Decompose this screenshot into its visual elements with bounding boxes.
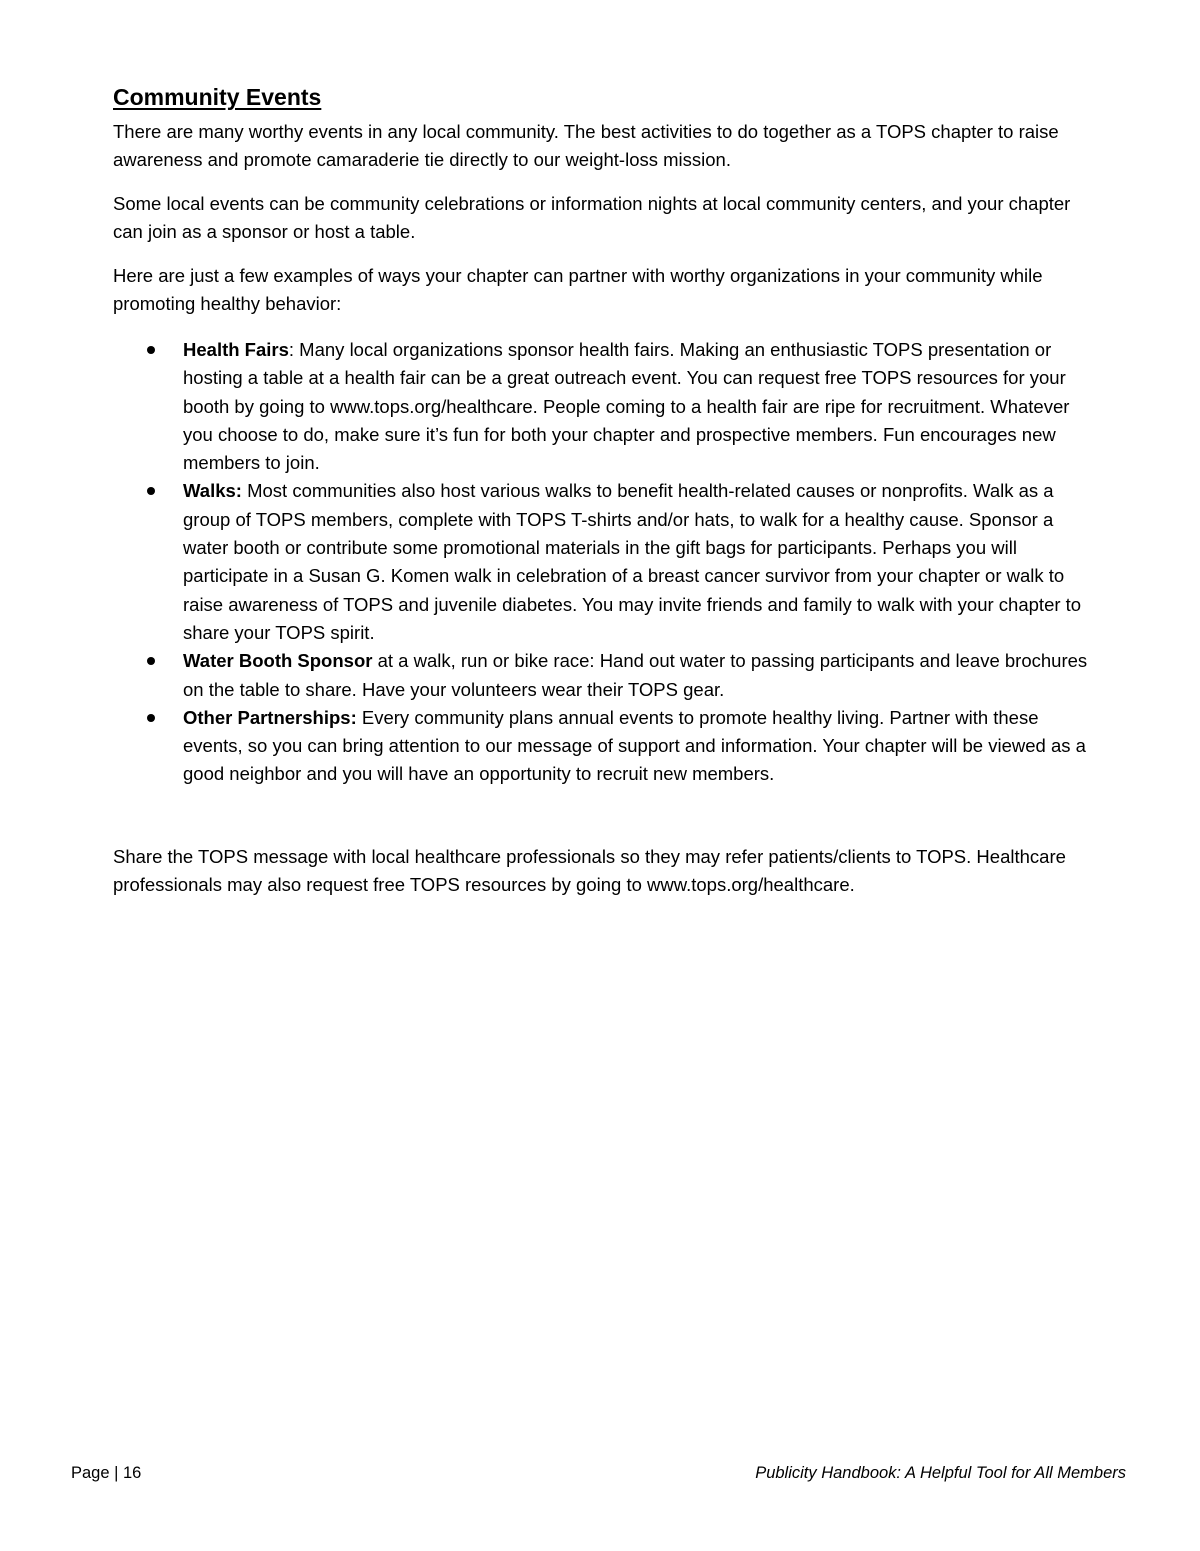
list-item-text: Most communities also host various walks to benefit health-related causes or nonprofits. Walk as a group of TOPS members, complete with TOPS T-shirts and/or hats, to walk for a healthy cause. Sponsor a water booth or contribute some promotional materials in the gift bags for participants. Perhaps you will participate in a Susan G. Komen walk in celebration of a breast cancer survivor from your chapter or walk to raise awareness of TOPS and juvenile diabetes. You may invite friends and family to walk with your chapter to share your TOPS spirit. xyxy=(183,480,1082,643)
document-title-footer: Publicity Handbook: A Helpful Tool for All Members xyxy=(755,1464,1126,1482)
list-item-text: : Many local organizations sponsor health fairs. Making an enthusiastic TOPS presentation or hosting a table at a health fair can be a great outreach event. You can request free TOPS resources for your booth by going to www.tops.org/healthcare. People coming to a health fair are ripe for recruitment. Whatever you choose to do, make sure it’s fun for both your chapter and prospective members. Fun encourages new members to join. xyxy=(183,339,1070,474)
list-item-text: at a walk, run or bike race: Hand out water to passing participants and leave brochures on the table to share. Have your volunteers wear their TOPS gear. xyxy=(183,650,1088,700)
closing-paragraph: Share the TOPS message with local healthcare professionals so they may refer patients/clients to TOPS. Healthcare professionals may also request free TOPS resources by going to www.tops.org/healthcare. xyxy=(113,846,1066,895)
list-item-water-booth-sponsor xyxy=(113,647,1103,704)
bullet-icon xyxy=(147,714,155,722)
list-item-walks xyxy=(113,477,1103,647)
bullet-icon xyxy=(147,657,155,665)
bullet-icon xyxy=(147,346,155,354)
examples-paragraph: Here are just a few examples of ways your chapter can partner with worthy organizations in your community while promoting healthy behavior: xyxy=(113,265,1043,314)
intro-paragraph: There are many worthy events in any local community. The best activities to do together as a TOPS chapter to raise awareness and promote camaraderie tie directly to our weight-loss mission. xyxy=(113,121,1059,170)
list-item-text: Every community plans annual events to promote healthy living. Partner with these events, so you can bring attention to our message of support and information. Your chapter will be viewed as a good neighbor and you will have an opportunity to recruit new members. xyxy=(183,706,1086,785)
list-item-lead: Health Fairs xyxy=(183,339,289,360)
events-paragraph: Some local events can be community celebrations or information nights at local community centers, and your chapter can join as a sponsor or host a table. xyxy=(113,193,1071,242)
list-item-lead: Walks: xyxy=(183,480,242,502)
examples-list-wrapper xyxy=(113,336,1103,789)
list-item-other-partnerships xyxy=(113,704,1103,789)
main-content xyxy=(113,83,1103,789)
examples-list xyxy=(113,336,1103,789)
list-item-lead: Water Booth Sponsor xyxy=(183,650,373,672)
bullet-icon xyxy=(147,487,155,495)
section-heading: Community Events xyxy=(113,84,322,110)
list-item-lead: Other Partnerships: xyxy=(183,706,357,728)
page-number: Page | 16 xyxy=(71,1464,142,1482)
list-item-health-fairs xyxy=(113,336,1103,477)
